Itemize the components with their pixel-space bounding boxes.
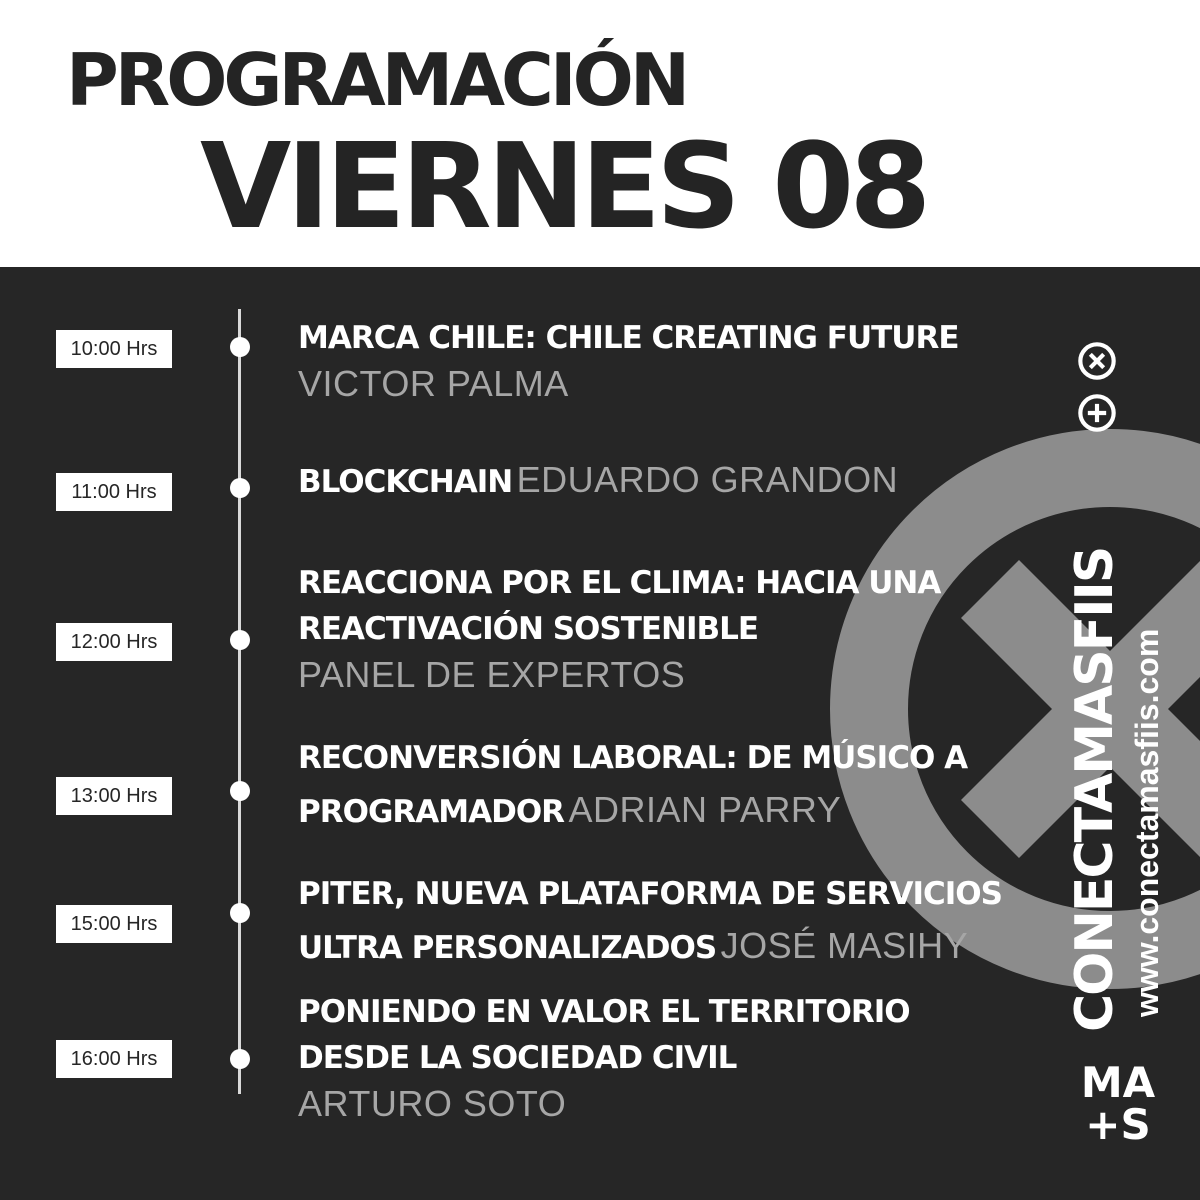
schedule-item [298,735,1038,841]
talk-title: REACCIONA POR EL CLIMA: HACIA UNA REACTIVACIÓN SOSTENIBLE [298,565,941,647]
schedule-panel [0,267,1200,1200]
timeline-dot [230,781,250,801]
schedule-item [298,989,998,1127]
schedule-item [298,315,1068,407]
timeline-dot [230,903,250,923]
talk-speaker: ADRIAN PARRY [568,789,842,830]
header [0,0,1200,267]
schedule-item [298,560,1028,698]
talk-title: RECONVERSIÓN LABORAL: DE MÚSICO A PROGRAMADOR [298,740,968,830]
brand-name: CONECTAMASFIIS [1065,547,1125,1032]
program-heading: PROGRAMACIÓN [66,38,687,122]
schedule-item [298,871,1068,977]
talk-title: PITER, NUEVA PLATAFORMA DE SERVICIOS ULTRA PERSONALIZADOS [298,876,1002,966]
talk-speaker: PANEL DE EXPERTOS [298,654,686,695]
talk-title: MARCA CHILE: CHILE CREATING FUTURE [298,320,959,356]
plus-circle-icon [1077,393,1117,433]
time-badge: 16:00 Hrs [56,1040,172,1078]
timeline-line [238,309,241,1094]
mas-logo [1078,1058,1158,1149]
talk-speaker: JOSÉ MASIHY [720,925,969,966]
time-badge: 10:00 Hrs [56,330,172,368]
time-badge: 12:00 Hrs [56,623,172,661]
talk-title: PONIENDO EN VALOR EL TERRITORIO DESDE LA SOCIEDAD CIVIL [298,994,910,1076]
talk-title: BLOCKCHAIN [298,464,513,500]
day-heading: VIERNES 08 [200,117,927,255]
schedule-item [298,457,1068,511]
brand-url: www.conectamasfiis.com [1129,628,1165,1017]
time-badge: 13:00 Hrs [56,777,172,815]
timeline-dot [230,1049,250,1069]
time-badge: 11:00 Hrs [56,473,172,511]
timeline-dot [230,630,250,650]
timeline-dot [230,337,250,357]
talk-speaker: VICTOR PALMA [298,363,569,404]
times-circle-icon [1077,341,1117,381]
mas-logo-line2: +S [1085,1100,1151,1149]
timeline-dot [230,478,250,498]
mas-logo-line1: MA [1080,1058,1156,1107]
talk-speaker: EDUARDO GRANDON [516,459,899,500]
talk-speaker: ARTURO SOTO [298,1083,567,1124]
time-badge: 15:00 Hrs [56,905,172,943]
